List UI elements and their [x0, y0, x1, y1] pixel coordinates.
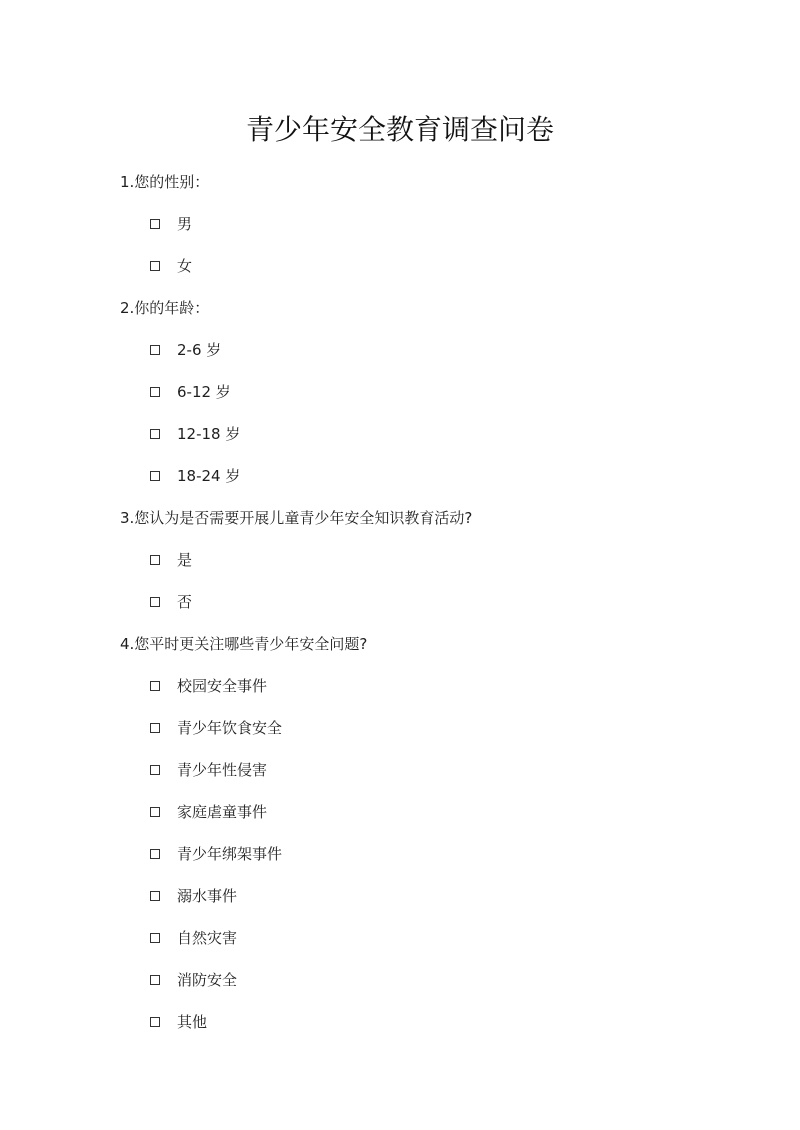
option-natural-disaster[interactable]	[150, 923, 740, 953]
option-age-12-18[interactable]	[150, 419, 740, 449]
option-male[interactable]	[150, 209, 740, 239]
question-text: 1.您的性别：	[120, 173, 210, 191]
option-age-6-12[interactable]	[150, 377, 740, 407]
option-list	[120, 671, 740, 1037]
option-campus-safety[interactable]	[150, 671, 740, 701]
option-label: 家庭虐童事件	[177, 803, 268, 821]
checkbox-icon[interactable]	[150, 849, 160, 859]
option-label: 溺水事件	[177, 887, 238, 905]
option-no[interactable]	[150, 587, 740, 617]
checkbox-icon[interactable]	[150, 219, 160, 229]
question-age	[120, 293, 740, 491]
option-sexual-assault[interactable]	[150, 755, 740, 785]
option-label: 女	[177, 257, 193, 275]
option-label: 6-12 岁	[177, 383, 231, 401]
option-age-18-24[interactable]	[150, 461, 740, 491]
survey-title: 青少年安全教育调查问卷	[245, 113, 554, 146]
question-text: 4.您平时更关注哪些青少年安全问题?	[120, 635, 368, 653]
option-label: 消防安全	[177, 971, 238, 989]
option-label: 18-24 岁	[177, 467, 241, 485]
checkbox-icon[interactable]	[150, 765, 160, 775]
option-female[interactable]	[150, 251, 740, 281]
option-food-safety[interactable]	[150, 713, 740, 743]
checkbox-icon[interactable]	[150, 387, 160, 397]
checkbox-icon[interactable]	[150, 933, 160, 943]
checkbox-icon[interactable]	[150, 555, 160, 565]
option-other[interactable]	[150, 1007, 740, 1037]
option-fire-safety[interactable]	[150, 965, 740, 995]
checkbox-icon[interactable]	[150, 891, 160, 901]
question-text: 2.你的年龄：	[120, 299, 210, 317]
option-label: 男	[177, 215, 193, 233]
option-label: 自然灾害	[177, 929, 238, 947]
checkbox-icon[interactable]	[150, 681, 160, 691]
option-label: 其他	[177, 1013, 208, 1031]
option-list	[120, 209, 740, 281]
checkbox-icon[interactable]	[150, 345, 160, 355]
checkbox-icon[interactable]	[150, 1017, 160, 1027]
option-kidnapping[interactable]	[150, 839, 740, 869]
option-label: 青少年饮食安全	[177, 719, 283, 737]
option-list	[120, 545, 740, 617]
option-label: 青少年性侵害	[177, 761, 268, 779]
option-label: 12-18 岁	[177, 425, 241, 443]
checkbox-icon[interactable]	[150, 471, 160, 481]
option-drowning[interactable]	[150, 881, 740, 911]
option-list	[120, 335, 740, 491]
question-need-education	[120, 503, 740, 617]
question-gender	[120, 167, 740, 281]
question-safety-concerns	[120, 629, 740, 1037]
option-label: 2-6 岁	[177, 341, 222, 359]
checkbox-icon[interactable]	[150, 261, 160, 271]
option-label: 否	[177, 593, 193, 611]
option-yes[interactable]	[150, 545, 740, 575]
checkbox-icon[interactable]	[150, 975, 160, 985]
question-text: 3.您认为是否需要开展儿童青少年安全知识教育活动?	[120, 509, 473, 527]
checkbox-icon[interactable]	[150, 723, 160, 733]
checkbox-icon[interactable]	[150, 597, 160, 607]
option-label: 校园安全事件	[177, 677, 268, 695]
option-child-abuse[interactable]	[150, 797, 740, 827]
option-age-2-6[interactable]	[150, 335, 740, 365]
option-label: 是	[177, 551, 193, 569]
question-list	[120, 167, 740, 1049]
option-label: 青少年绑架事件	[177, 845, 283, 863]
checkbox-icon[interactable]	[150, 429, 160, 439]
checkbox-icon[interactable]	[150, 807, 160, 817]
